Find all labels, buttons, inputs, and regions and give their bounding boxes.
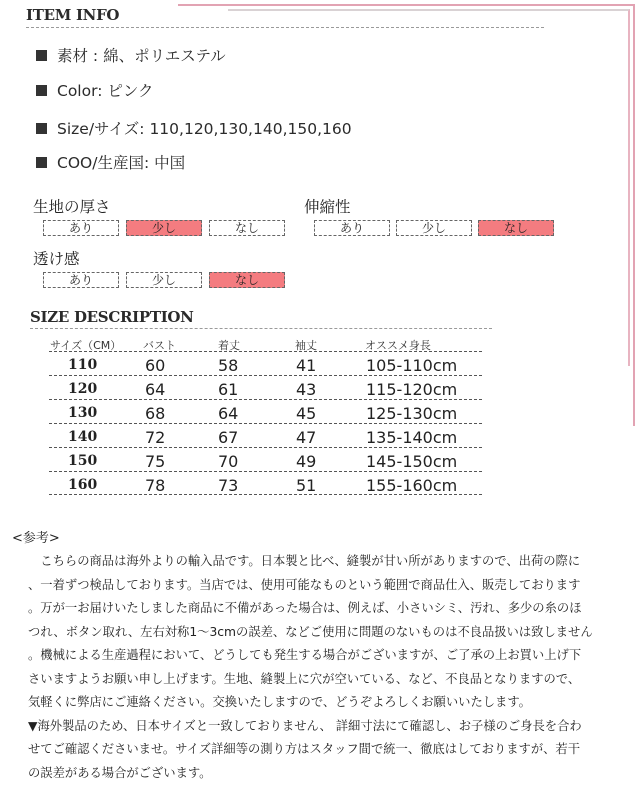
info-item-color	[36, 79, 154, 101]
reference-line: の誤差がある場合がございます。	[28, 765, 212, 780]
bullet-square-icon	[36, 123, 47, 134]
table-row-divider	[49, 471, 482, 472]
reference-line: こちらの商品は海外よりの輸入品です。日本製と比べ、縫製が甘い所がありますので、出荷の際に	[28, 554, 581, 568]
cell-bust: 78	[145, 476, 166, 495]
header-sleeve: 袖丈	[295, 339, 317, 352]
cell-length: 58	[218, 356, 239, 375]
attr-stretch-option-ari: あり	[314, 220, 390, 236]
cell-bust: 60	[145, 356, 166, 375]
cell-height: 155-160cm	[366, 476, 458, 495]
cell-bust: 75	[145, 452, 166, 471]
cell-height: 145-150cm	[366, 452, 458, 471]
cell-height: 135-140cm	[366, 428, 458, 447]
reference-line: つれ、ボタン取れ、左右対称1～3cmの誤差、などご使用に問題のないものは不良品扱いは致しません	[28, 624, 593, 639]
cell-size: 140	[68, 429, 98, 445]
table-row-divider	[49, 399, 482, 400]
cell-length: 67	[218, 428, 239, 447]
reference-line: せてご確認くださいませ。サイズ詳細等の測り方はスタッフ間で統一、徹底はしておりますが、若干	[28, 742, 581, 756]
info-item-coo	[36, 151, 185, 173]
info-item-label: COO/生産国: 中国	[57, 154, 186, 172]
header-recommended-height: オススメ身長	[365, 339, 431, 352]
decorative-frame-inner	[228, 9, 630, 366]
reference-line: 。万が一お届けいたしました商品に不備があった場合は、例えば、小さいシミ、汚れ、多少の糸のほ	[28, 601, 582, 615]
attr-stretch-option-sukoshi: 少し	[396, 220, 472, 236]
cell-length: 64	[218, 404, 239, 423]
attr-thickness-option-sukoshi: 少し	[126, 220, 202, 236]
cell-sleeve: 49	[296, 452, 317, 471]
cell-sleeve: 43	[296, 380, 317, 399]
reference-line: 、一着ずつ検品しております。当店では、使用可能なものという範囲で商品仕入、販売しております	[28, 577, 581, 592]
table-row-divider	[49, 423, 482, 424]
cell-height: 115-120cm	[366, 380, 458, 399]
table-row-divider	[49, 447, 482, 448]
cell-sleeve: 45	[296, 404, 317, 423]
table-row-divider	[49, 494, 482, 495]
attr-stretch-option-nashi: なし	[478, 220, 554, 236]
cell-bust: 64	[145, 380, 166, 399]
reference-paragraph	[28, 550, 618, 785]
cell-length: 61	[218, 380, 239, 399]
attr-sheerness-option-nashi: なし	[209, 272, 285, 288]
size-description-title: SIZE DESCRIPTION	[30, 308, 194, 326]
bullet-square-icon	[36, 85, 47, 96]
cell-bust: 68	[145, 404, 166, 423]
attr-thickness-option-nashi: なし	[209, 220, 285, 236]
info-item-label: 素材 : 綿、ポリエステル	[57, 47, 226, 65]
reference-line: ▼海外製品のため、日本サイズと一致しておりません、 詳細寸法にて確認し、お子様のご身長を合わ	[28, 718, 582, 733]
cell-sleeve: 51	[296, 476, 317, 495]
item-info-title: ITEM INFO	[26, 6, 120, 24]
reference-title: <参考>	[12, 531, 60, 546]
cell-size: 120	[68, 381, 98, 397]
bullet-square-icon	[36, 50, 47, 61]
bullet-square-icon	[36, 157, 47, 168]
info-item-size	[36, 117, 352, 139]
item-info-divider	[26, 27, 544, 28]
attr-sheerness-option-sukoshi: 少し	[126, 272, 202, 288]
table-divider	[49, 351, 482, 352]
header-bust: バスト	[143, 339, 176, 352]
cell-height: 105-110cm	[366, 356, 458, 375]
attr-thickness-label: 生地の厚さ	[33, 198, 111, 216]
cell-height: 125-130cm	[366, 404, 458, 423]
cell-size: 150	[68, 453, 98, 469]
cell-sleeve: 47	[296, 428, 317, 447]
cell-size: 160	[68, 477, 98, 493]
header-size: サイズ（CM）	[50, 339, 122, 352]
reference-line: 。機械による生産過程において、どうしても発生する場合がございますが、ご了承の上お買い上げ下	[28, 648, 582, 662]
attr-thickness-option-ari: あり	[43, 220, 119, 236]
cell-sleeve: 41	[296, 356, 317, 375]
cell-size: 130	[68, 405, 98, 421]
info-item-label: Size/サイズ: 110,120,130,140,150,160	[57, 120, 352, 138]
size-description-divider	[30, 328, 492, 329]
info-item-label: Color: ピンク	[57, 82, 154, 100]
attr-sheerness-label: 透け感	[33, 250, 80, 268]
reference-line: 気軽くに弊店にご連絡ください。交換いたしますので、どうぞよろしくお願いいたします。	[28, 695, 531, 709]
reference-line: さいますようお願い申し上げます。生地、縫製上に穴が空いている、など、不良品となりますので、	[28, 671, 581, 686]
info-item-material	[36, 44, 226, 66]
attr-sheerness-option-ari: あり	[43, 272, 119, 288]
table-row-divider	[49, 375, 482, 376]
cell-size: 110	[68, 357, 98, 373]
cell-bust: 72	[145, 428, 166, 447]
header-length: 着丈	[218, 339, 240, 352]
cell-length: 73	[218, 476, 239, 495]
cell-length: 70	[218, 452, 239, 471]
attr-stretch-label: 伸縮性	[304, 198, 351, 216]
